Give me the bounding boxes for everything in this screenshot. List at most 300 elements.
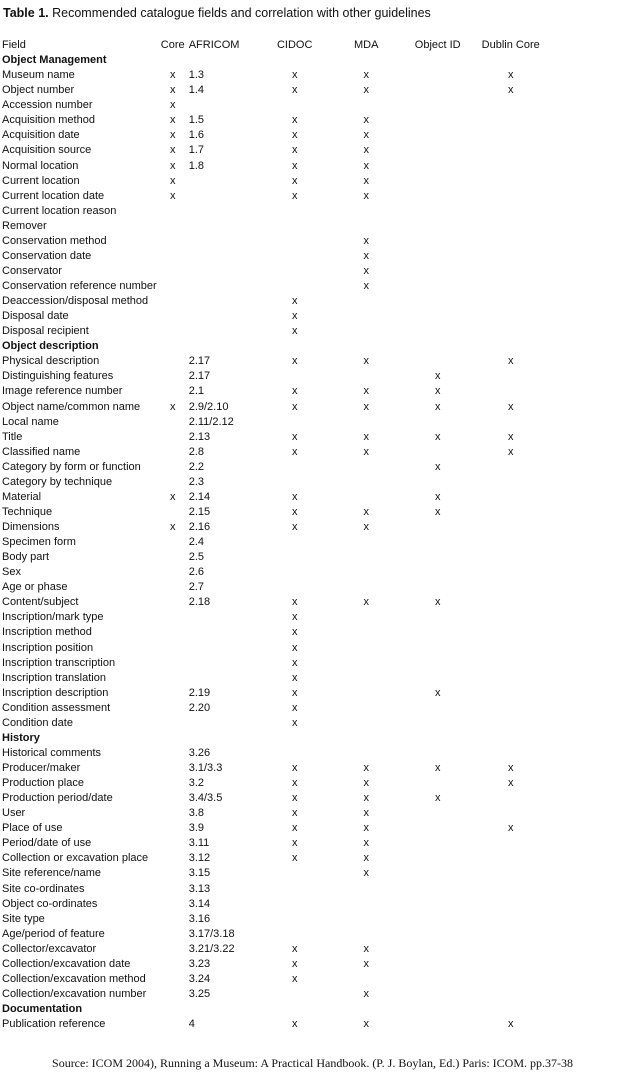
cell-mda xyxy=(319,912,414,927)
cell-core xyxy=(157,279,189,294)
cell-mda xyxy=(319,535,414,550)
table-row xyxy=(2,445,560,460)
cell-cidoc: x xyxy=(291,114,298,127)
cell-object-id: x xyxy=(434,505,441,518)
cell-africom xyxy=(189,249,271,264)
cell-field: Condition date xyxy=(2,716,73,729)
cell-object-id xyxy=(414,580,462,595)
cell-field: Production place xyxy=(2,777,84,790)
table-row xyxy=(2,686,560,701)
section-header-row xyxy=(2,731,560,746)
cell-core xyxy=(157,701,189,716)
cell-dublin-core xyxy=(462,234,560,249)
cell-cidoc xyxy=(271,234,319,249)
cell-mda: x xyxy=(363,837,369,850)
cell-africom: 2.16 xyxy=(188,521,211,533)
cell-object-id xyxy=(414,143,462,158)
cell-mda xyxy=(319,324,414,339)
cell-field: Remover xyxy=(2,219,47,232)
cell-dublin-core xyxy=(462,791,560,806)
cell-mda: x xyxy=(363,400,369,413)
cell-core xyxy=(157,475,189,490)
cell-core xyxy=(157,957,189,972)
cell-africom xyxy=(189,204,271,219)
table-row xyxy=(2,716,560,731)
cell-africom: 3.12 xyxy=(188,852,211,865)
cell-core xyxy=(157,866,189,881)
cell-field: Accession number xyxy=(2,99,93,112)
cell-cidoc: x xyxy=(291,385,298,398)
cell-dublin-core xyxy=(462,580,560,595)
table-row xyxy=(2,354,560,369)
cell-mda: x xyxy=(363,445,369,458)
section-header-row xyxy=(2,53,560,68)
table-row xyxy=(2,957,560,972)
cell-africom: 2.17 xyxy=(188,355,211,368)
cell-africom xyxy=(189,219,271,234)
cell-dublin-core xyxy=(462,957,560,972)
cell-africom: 2.9/2.10 xyxy=(188,400,229,413)
cell-cidoc xyxy=(271,746,319,761)
cell-africom: 2.4 xyxy=(188,536,204,549)
cell-core xyxy=(157,686,189,701)
cell-dublin-core xyxy=(462,460,560,475)
cell-dublin-core xyxy=(462,942,560,957)
cell-object-id xyxy=(414,113,462,128)
cell-africom: 2.18 xyxy=(188,596,211,609)
cell-field: Museum name xyxy=(2,69,75,82)
cell-mda: x xyxy=(363,129,369,142)
table-row xyxy=(2,791,560,806)
cell-mda xyxy=(319,580,414,595)
cell-africom: 2.20 xyxy=(188,701,211,714)
cell-africom: 3.9 xyxy=(188,822,204,835)
cell-object-id xyxy=(414,957,462,972)
cell-field: Condition assessment xyxy=(2,701,111,714)
cell-object-id xyxy=(414,204,462,219)
cell-dublin-core xyxy=(462,520,560,535)
section-header-row xyxy=(2,339,560,354)
cell-cidoc: x xyxy=(291,521,298,533)
cell-core: x xyxy=(169,69,176,82)
cell-africom: 1.4 xyxy=(188,84,204,97)
cell-africom xyxy=(189,279,271,294)
cell-dublin-core xyxy=(462,143,560,158)
cell-cidoc: x xyxy=(291,355,298,368)
cell-field: Disposal recipient xyxy=(2,325,89,338)
cell-mda xyxy=(319,565,414,580)
cell-core xyxy=(157,415,189,430)
cell-cidoc: x xyxy=(291,837,298,850)
cell-mda xyxy=(319,294,414,309)
cell-africom: 2.14 xyxy=(188,490,211,503)
cell-field: Object name/common name xyxy=(2,400,141,413)
cell-cidoc xyxy=(271,866,319,881)
cell-field: Current location reason xyxy=(2,204,117,217)
cell-field: Current location xyxy=(2,174,80,187)
cell-cidoc xyxy=(271,535,319,550)
table-caption xyxy=(3,6,431,20)
cell-field: Normal location xyxy=(2,159,79,172)
cell-field: Conservation date xyxy=(2,249,92,262)
cell-dublin-core xyxy=(462,384,560,399)
cell-field: Acquisition date xyxy=(2,129,80,142)
cell-core xyxy=(157,550,189,565)
cell-field: Collector/excavator xyxy=(2,942,97,955)
cell-object-id xyxy=(414,851,462,866)
cell-africom: 3.11 xyxy=(188,837,210,850)
cell-cidoc: x xyxy=(291,626,298,639)
cell-core xyxy=(157,354,189,369)
cell-object-id xyxy=(414,415,462,430)
cell-object-id xyxy=(414,520,462,535)
header-object-id: Object ID xyxy=(414,39,461,51)
cell-mda: x xyxy=(363,114,369,127)
table-row xyxy=(2,656,560,671)
cell-mda: x xyxy=(363,762,369,774)
cell-field: Collection/excavation number xyxy=(2,987,147,1000)
cell-core xyxy=(157,671,189,686)
cell-core xyxy=(157,987,189,1002)
cell-africom: 3.26 xyxy=(188,746,211,759)
cell-field: Physical description xyxy=(2,355,100,368)
cell-mda: x xyxy=(363,521,369,533)
table-row xyxy=(2,219,560,234)
cell-core xyxy=(157,249,189,264)
cell-africom: 2.8 xyxy=(188,445,204,458)
cell-core xyxy=(157,882,189,897)
table-row xyxy=(2,490,560,505)
cell-cidoc: x xyxy=(291,852,298,865)
cell-object-id: x xyxy=(434,430,441,443)
cell-africom: 2.17 xyxy=(188,370,211,383)
table-row xyxy=(2,415,560,430)
cell-object-id xyxy=(414,550,462,565)
table-row xyxy=(2,475,560,490)
cell-mda xyxy=(319,716,414,731)
cell-dublin-core xyxy=(462,656,560,671)
cell-cidoc: x xyxy=(291,701,298,714)
table-row xyxy=(2,505,560,520)
cell-object-id xyxy=(414,836,462,851)
cell-africom: 3.16 xyxy=(188,912,211,925)
cell-cidoc: x xyxy=(291,596,298,609)
table-row xyxy=(2,520,560,535)
cell-core xyxy=(157,641,189,656)
cell-dublin-core xyxy=(462,535,560,550)
cell-mda: x xyxy=(363,174,369,187)
cell-dublin-core xyxy=(462,279,560,294)
cell-africom: 2.13 xyxy=(188,430,211,443)
cell-africom: 1.8 xyxy=(188,159,204,172)
cell-cidoc xyxy=(271,369,319,384)
cell-object-id: x xyxy=(434,370,441,383)
header-africom: AFRICOM xyxy=(188,39,240,51)
cell-object-id: x xyxy=(434,460,441,473)
cell-object-id: x xyxy=(434,400,441,413)
table-row xyxy=(2,701,560,716)
cell-africom: 1.3 xyxy=(188,69,204,82)
cell-mda: x xyxy=(363,957,369,970)
cell-africom xyxy=(189,98,271,113)
cell-dublin-core xyxy=(462,565,560,580)
table-row xyxy=(2,776,560,791)
cell-mda: x xyxy=(363,385,369,398)
table-row xyxy=(2,761,560,776)
cell-africom: 2.19 xyxy=(188,686,211,699)
cell-field: Inscription transcription xyxy=(2,656,116,669)
cell-cidoc xyxy=(271,219,319,234)
cell-core xyxy=(157,656,189,671)
cell-core: x xyxy=(169,490,176,503)
table-row xyxy=(2,882,560,897)
cell-object-id xyxy=(414,354,462,369)
cell-dublin-core xyxy=(462,159,560,174)
cell-object-id xyxy=(414,309,462,324)
table-row xyxy=(2,806,560,821)
cell-cidoc: x xyxy=(291,822,298,835)
cell-dublin-core: x xyxy=(507,355,514,368)
table-row xyxy=(2,249,560,264)
cell-cidoc xyxy=(271,249,319,264)
cell-field: Inscription method xyxy=(2,626,92,639)
cell-mda xyxy=(319,98,414,113)
cell-object-id xyxy=(414,159,462,174)
cell-field: Body part xyxy=(2,551,50,564)
cell-mda: x xyxy=(363,852,369,865)
cell-object-id xyxy=(414,219,462,234)
cell-object-id xyxy=(414,68,462,83)
cell-core xyxy=(157,942,189,957)
cell-field: Inscription position xyxy=(2,641,94,654)
cell-object-id xyxy=(414,671,462,686)
cell-mda xyxy=(319,625,414,640)
cell-cidoc: x xyxy=(291,445,298,458)
cell-dublin-core xyxy=(462,972,560,987)
cell-cidoc: x xyxy=(291,957,298,970)
table-row xyxy=(2,927,560,942)
cell-object-id xyxy=(414,776,462,791)
cell-object-id xyxy=(414,746,462,761)
cell-mda: x xyxy=(363,867,369,880)
cell-field: Conservator xyxy=(2,264,62,277)
cell-cidoc xyxy=(271,912,319,927)
table-row xyxy=(2,912,560,927)
cell-core xyxy=(157,204,189,219)
cell-cidoc: x xyxy=(291,686,298,699)
cell-dublin-core xyxy=(462,701,560,716)
cell-africom xyxy=(189,641,271,656)
cell-dublin-core: x xyxy=(507,400,514,413)
cell-africom: 3.21/3.22 xyxy=(188,942,235,955)
cell-object-id xyxy=(414,806,462,821)
cell-field: Collection/excavation date xyxy=(2,957,131,970)
table-row xyxy=(2,279,560,294)
cell-field: Collection or excavation place xyxy=(2,852,149,865)
cell-object-id xyxy=(414,83,462,98)
cell-object-id xyxy=(414,1017,462,1032)
cell-mda xyxy=(319,219,414,234)
cell-mda xyxy=(319,671,414,686)
table-row xyxy=(2,972,560,987)
cell-object-id xyxy=(414,987,462,1002)
cell-core xyxy=(157,234,189,249)
cell-africom: 3.14 xyxy=(188,897,211,910)
cell-field: Inscription translation xyxy=(2,671,106,684)
table-row xyxy=(2,460,560,475)
cell-core xyxy=(157,565,189,580)
table-row xyxy=(2,294,560,309)
cell-object-id: x xyxy=(434,490,441,503)
table-row xyxy=(2,565,560,580)
cell-dublin-core xyxy=(462,475,560,490)
cell-dublin-core: x xyxy=(507,84,514,97)
cell-core xyxy=(157,324,189,339)
cell-core: x xyxy=(169,400,176,413)
table-row xyxy=(2,1017,560,1032)
cell-field: Object number xyxy=(2,84,75,97)
header-field: Field xyxy=(2,39,26,51)
header-dublin-core: Dublin Core xyxy=(481,39,540,51)
cell-field: User xyxy=(2,807,26,820)
cell-africom: 1.6 xyxy=(188,129,204,142)
cell-africom: 3.2 xyxy=(188,777,204,790)
cell-field: Deaccession/disposal method xyxy=(2,295,149,308)
cell-object-id xyxy=(414,249,462,264)
table-row xyxy=(2,836,560,851)
cell-mda: x xyxy=(363,189,369,202)
cell-field: Period/date of use xyxy=(2,837,92,850)
cell-mda xyxy=(319,686,414,701)
cell-object-id xyxy=(414,234,462,249)
cell-core xyxy=(157,294,189,309)
cell-mda: x xyxy=(363,84,369,97)
section-title: Object description xyxy=(2,340,99,353)
cell-dublin-core: x xyxy=(507,430,514,443)
cell-dublin-core xyxy=(462,128,560,143)
cell-dublin-core xyxy=(462,113,560,128)
cell-cidoc xyxy=(271,550,319,565)
cell-core xyxy=(157,309,189,324)
cell-core xyxy=(157,761,189,776)
cell-mda xyxy=(319,460,414,475)
cell-cidoc xyxy=(271,565,319,580)
table-row xyxy=(2,309,560,324)
cell-africom xyxy=(189,189,271,204)
cell-mda xyxy=(319,972,414,987)
table-row xyxy=(2,143,560,158)
cell-dublin-core xyxy=(462,686,560,701)
cell-object-id xyxy=(414,324,462,339)
cell-cidoc xyxy=(271,98,319,113)
cell-mda: x xyxy=(363,792,369,805)
cell-field: Dimensions xyxy=(2,521,60,533)
cell-mda xyxy=(319,369,414,384)
cell-africom xyxy=(189,294,271,309)
cell-field: Current location date xyxy=(2,189,105,202)
cell-dublin-core xyxy=(462,204,560,219)
cell-dublin-core xyxy=(462,189,560,204)
cell-object-id xyxy=(414,128,462,143)
cell-core: x xyxy=(169,129,176,142)
cell-cidoc: x xyxy=(291,942,298,955)
cell-dublin-core xyxy=(462,505,560,520)
cell-cidoc xyxy=(271,580,319,595)
cell-object-id: x xyxy=(434,792,441,805)
cell-cidoc: x xyxy=(291,611,298,624)
cell-mda: x xyxy=(363,777,369,790)
table-row xyxy=(2,264,560,279)
cell-africom: 3.15 xyxy=(188,867,211,880)
cell-africom xyxy=(189,671,271,686)
cell-mda xyxy=(319,204,414,219)
cell-object-id xyxy=(414,656,462,671)
cell-dublin-core: x xyxy=(507,777,514,790)
cell-dublin-core xyxy=(462,806,560,821)
cell-dublin-core: x xyxy=(507,1018,514,1031)
cell-core xyxy=(157,972,189,987)
cell-field: Local name xyxy=(2,415,59,428)
cell-core xyxy=(157,851,189,866)
cell-dublin-core: x xyxy=(507,822,514,835)
cell-africom: 2.15 xyxy=(188,505,211,518)
cell-field: Site co-ordinates xyxy=(2,882,85,895)
cell-core xyxy=(157,912,189,927)
table-row xyxy=(2,234,560,249)
cell-dublin-core xyxy=(462,415,560,430)
cell-field: Acquisition method xyxy=(2,114,95,127)
cell-object-id xyxy=(414,189,462,204)
cell-field: Publication reference xyxy=(2,1018,106,1031)
cell-field: Site reference/name xyxy=(2,867,102,880)
cell-cidoc: x xyxy=(291,1018,298,1031)
table-row xyxy=(2,580,560,595)
cell-object-id xyxy=(414,264,462,279)
cell-cidoc: x xyxy=(291,69,298,82)
cell-dublin-core xyxy=(462,550,560,565)
cell-cidoc: x xyxy=(291,972,298,985)
cell-field: Conservation reference number xyxy=(2,280,157,292)
cell-africom: 2.3 xyxy=(188,475,204,488)
cell-dublin-core xyxy=(462,897,560,912)
cell-mda xyxy=(319,897,414,912)
cell-core xyxy=(157,610,189,625)
cell-field: Place of use xyxy=(2,822,63,835)
cell-object-id xyxy=(414,716,462,731)
cell-dublin-core xyxy=(462,490,560,505)
cell-core: x xyxy=(169,99,176,112)
header-core: Core xyxy=(160,39,185,51)
cell-mda xyxy=(319,882,414,897)
section-header-row xyxy=(2,1002,560,1017)
cell-cidoc xyxy=(271,987,319,1002)
cell-field: Collection/excavation method xyxy=(2,972,146,985)
cell-core: x xyxy=(169,174,176,187)
cell-cidoc: x xyxy=(291,295,298,308)
cell-object-id xyxy=(414,701,462,716)
cell-africom xyxy=(189,610,271,625)
cell-object-id xyxy=(414,98,462,113)
cell-field: Specimen form xyxy=(2,536,76,549)
cell-field: Material xyxy=(2,490,42,503)
cell-dublin-core xyxy=(462,716,560,731)
cell-core xyxy=(157,535,189,550)
table-row xyxy=(2,400,560,415)
table-row xyxy=(2,550,560,565)
cell-cidoc xyxy=(271,279,319,294)
cell-africom: 3.4/3.5 xyxy=(188,792,223,805)
table-row xyxy=(2,746,560,761)
